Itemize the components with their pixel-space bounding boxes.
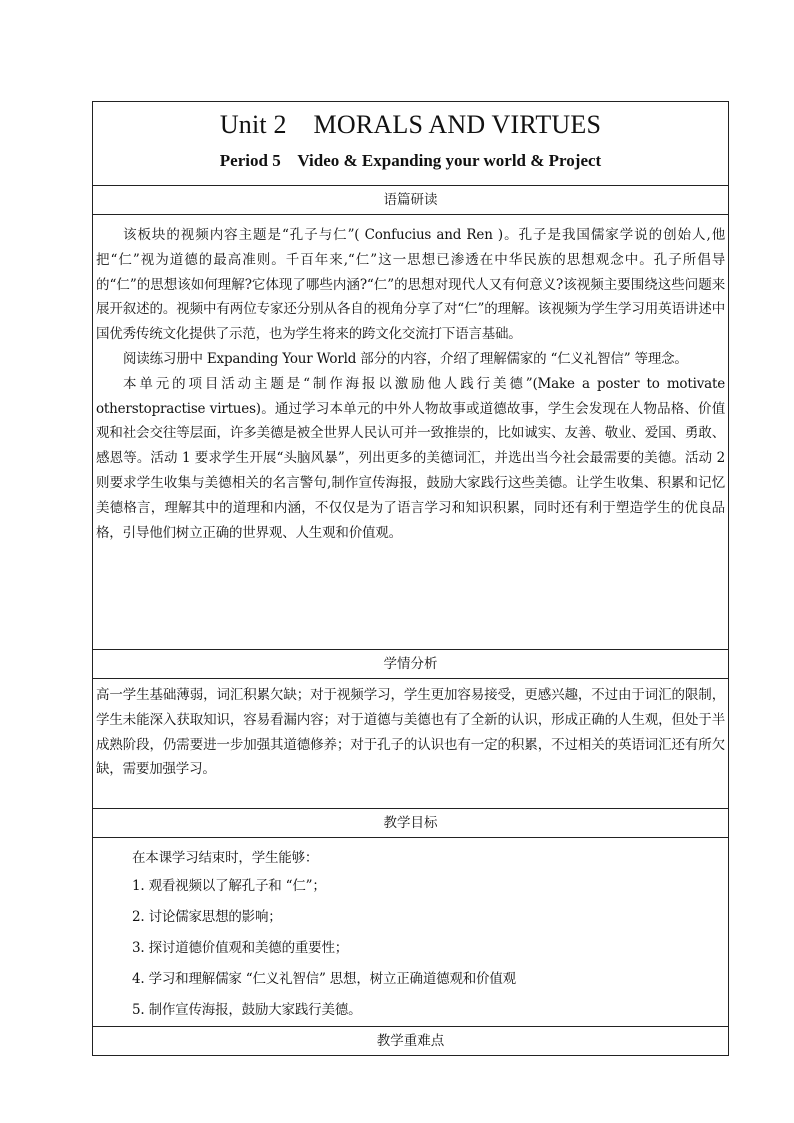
section-body-row [93,679,729,809]
lesson-plan-table [92,101,729,1056]
text-analysis-content [93,215,729,650]
text-analysis-paragraph-2: 阅读练习册中 Expanding Your World 部分的内容，介绍了理解儒家的 “仁义礼智信” 等理念。 [123,350,688,367]
teaching-goal-item: 5. 制作宣传海报，鼓励大家践行美德。 [132,1002,362,1018]
period-subtitle: Period 5 Video & Expanding your world & Project [219,151,602,170]
teaching-goals-content [93,838,729,1027]
unit-title: Unit 2 MORALS AND VIRTUES [219,110,602,139]
section-heading-teaching-goals: 教学目标 [93,809,729,838]
title-row [93,102,729,186]
teaching-goal-item: 4. 学习和理解儒家 “仁义礼智信” 思想，树立正确道德观和价值观 [132,971,516,987]
section-heading-student-analysis: 学情分析 [93,650,729,679]
section-heading-row [93,809,729,838]
teaching-goal-item: 2. 讨论儒家思想的影响； [132,909,282,925]
section-heading-key-difficult-points: 教学重难点 [93,1027,729,1056]
student-analysis-content [93,679,729,809]
section-body-row [93,215,729,650]
title-cell [93,102,729,186]
text-analysis-paragraph-3: 本单元的项目活动主题是“制作海报以激励他人践行美德”(Make a poster to motivate otherstopractise virtues)。通过学习本单元的中外人物故事或道德故事，学生会发现在人物品格、价值观和社会交往等层面，许多美德是被全世界人民认可并一致推崇的，比如诚实、友善、敬业、爱国、勇敢、感恩等。活动 1 要求学生开展“头脑风暴”，列出更多的美德词汇，并选出当今社会最需要的美德。活动 2 则要求学生收集与美德相关的名言警句,制作宣传海报，鼓励大家践行这些美德。让学生收集、积累和记忆美德格言，理解其中的道理和内涵，不仅仅是为了语言学习和知识积累，同时还有利于塑造学生的优良品格，引导他们树立正确的世界观、人生观和价值观。 [96,375,725,541]
teaching-goal-item: 3. 探讨道德价值观和美德的重要性； [132,940,349,956]
lesson-plan-sheet [92,101,729,1056]
student-analysis-paragraph: 高一学生基础薄弱，词汇积累欠缺；对于视频学习，学生更加容易接受，更感兴趣，不过由于词汇的限制，学生未能深入获取知识，容易看漏内容；对于道德与美德也有了全新的认识，形成正确的人生观，但处于半成熟阶段，仍需要进一步加强其道德修养；对于孔子的认识也有一定的积累，不过相关的英语词汇还有所欠缺，需要加强学习。 [96,687,725,778]
section-heading-text-analysis: 语篇研读 [93,186,729,215]
section-heading-row [93,186,729,215]
text-analysis-paragraph-1: 该板块的视频内容主题是“孔子与仁”( Confucius and Ren )。孔子是我国儒家学说的创始人,他把“仁”视为道德的最高准则。千百年来,“仁”这一思想已渗透在中华民族的思想观念中。孔子所倡导的“仁”的思想该如何理解?它体现了哪些内涵?“仁”的思想对现代人又有何意义?该视频主要围绕这些问题来展开叙述的。视频中有两位专家还分别从各自的视角分享了对“仁”的理解。该视频为学生学习用英语讲述中国优秀传统文化提供了示范，也为学生将来的跨文化交流打下语言基础。 [96,227,725,343]
section-heading-row [93,1027,729,1056]
teaching-goals-intro: 在本课学习结束时，学生能够： [132,850,319,866]
section-heading-row [93,650,729,679]
section-body-row [93,838,729,1027]
teaching-goal-item: 1. 观看视频以了解孔子和 “仁”； [132,878,326,894]
